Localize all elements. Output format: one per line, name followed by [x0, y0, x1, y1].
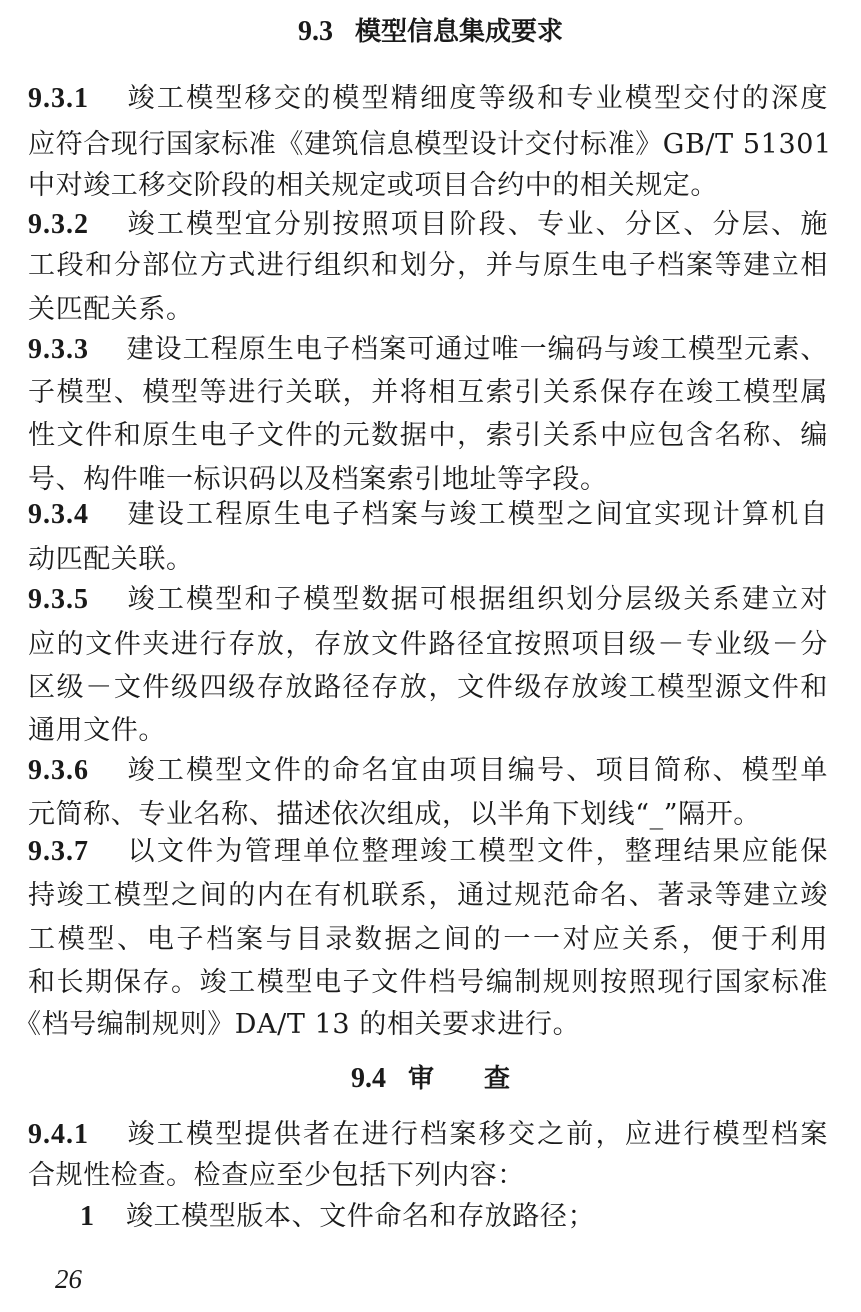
clause-9-3-2-line-2: 工段和分部位方式进行组织和划分，并与原生电子档案等建立相: [28, 250, 828, 281]
clause-text: 竣工模型移交的模型精细度等级和专业模型交付的深度: [126, 83, 828, 114]
clause-9-3-7-line-2: 持竣工模型之间的内在有机联系，通过规范命名、著录等建立竣: [28, 880, 828, 911]
clause-text: 以文件为管理单位整理竣工模型文件，整理结果应能保: [126, 836, 828, 867]
clause-text: 竣工模型文件的命名宜由项目编号、项目简称、模型单: [126, 755, 828, 786]
clause-9-3-1-line-1: [28, 79, 828, 119]
clause-number: 9.3.2: [28, 209, 89, 240]
clause-9-3-3-line-1: [28, 330, 828, 370]
clause-number: 9.3.3: [28, 334, 89, 365]
clause-9-3-7-line-3: 工模型、电子档案与目录数据之间的一一对应关系，便于利用: [28, 924, 828, 955]
clause-9-3-7-line-4: 和长期保存。竣工模型电子文件档号编制规则按照现行国家标准: [28, 967, 828, 998]
clause-text: 建设工程原生电子档案可通过唯一编码与竣工模型元素、: [126, 334, 828, 365]
section-number: 9.4: [350, 1063, 386, 1094]
clause-9-3-1-line-3: 中对竣工移交阶段的相关规定或项目合约中的相关规定。: [28, 170, 718, 201]
clause-9-3-4-line-1: [28, 495, 828, 535]
clause-9-4-1-line-2: 合规性检查。检查应至少包括下列内容：: [28, 1160, 525, 1191]
section-number: 9.3: [297, 16, 333, 47]
clause-text: 竣工模型宜分别按照项目阶段、专业、分区、分层、施: [126, 209, 828, 240]
clause-text: 竣工模型提供者在进行档案移交之前，应进行模型档案: [126, 1119, 828, 1150]
clause-9-3-1-line-2: 应符合现行国家标准《建筑信息模型设计交付标准》GB/T 51301: [28, 129, 832, 160]
section-title-part-1: 审: [407, 1064, 434, 1094]
clause-9-3-5-line-4: 通用文件。: [28, 715, 166, 746]
clause-9-3-7-line-1: [28, 832, 828, 872]
clause-9-3-4-line-2: 动匹配关联。: [28, 544, 194, 575]
clause-9-3-6-line-1: [28, 751, 828, 791]
clause-9-3-3-line-4: 号、构件唯一标识码以及档案索引地址等字段。: [28, 464, 608, 495]
clause-number: 9.3.4: [28, 499, 89, 530]
clause-9-3-3-line-3: 性文件和原生电子文件的元数据中，索引关系中应包含名称、编: [28, 420, 828, 451]
clause-9-4-1-line-1: [28, 1115, 828, 1155]
clause-text: 建设工程原生电子档案与竣工模型之间宜实现计算机自: [126, 499, 828, 530]
clause-9-3-2-line-3: 关匹配关系。: [28, 294, 194, 325]
clause-9-3-7-line-5: 《档号编制规则》DA/T 13 的相关要求进行。: [14, 1009, 581, 1040]
clause-9-3-6-line-2: 元简称、专业名称、描述依次组成，以半角下划线“_”隔开。: [28, 799, 761, 830]
clause-9-3-5-line-1: [28, 580, 828, 620]
clause-number: 9.3.6: [28, 755, 89, 786]
section-9-3-heading: [0, 12, 861, 52]
clause-9-3-3-line-2: 子模型、模型等进行关联，并将相互索引关系保存在竣工模型属: [28, 377, 828, 408]
clause-9-3-5-line-3: 区级－文件级四级存放路径存放，文件级存放竣工模型源文件和: [28, 672, 828, 703]
list-item-number: 1: [80, 1201, 95, 1232]
list-item: [80, 1197, 861, 1237]
clause-text: 竣工模型和子模型数据可根据组织划分层级关系建立对: [126, 584, 828, 615]
section-9-4-heading: [0, 1059, 861, 1099]
clause-number: 9.4.1: [28, 1119, 89, 1150]
section-title: 模型信息集成要求: [354, 17, 563, 47]
page-number: 26: [55, 1264, 82, 1294]
clause-number: 9.3.7: [28, 836, 89, 867]
clause-number: 9.3.5: [28, 584, 89, 615]
clause-9-3-2-line-1: [28, 205, 828, 245]
clause-number: 9.3.1: [28, 83, 89, 114]
section-title-part-2: 查: [484, 1064, 511, 1094]
clause-9-3-5-line-2: 应的文件夹进行存放，存放文件路径宜按照项目级－专业级－分: [28, 629, 828, 660]
list-item-text: 竣工模型版本、文件命名和存放路径；: [126, 1201, 596, 1232]
